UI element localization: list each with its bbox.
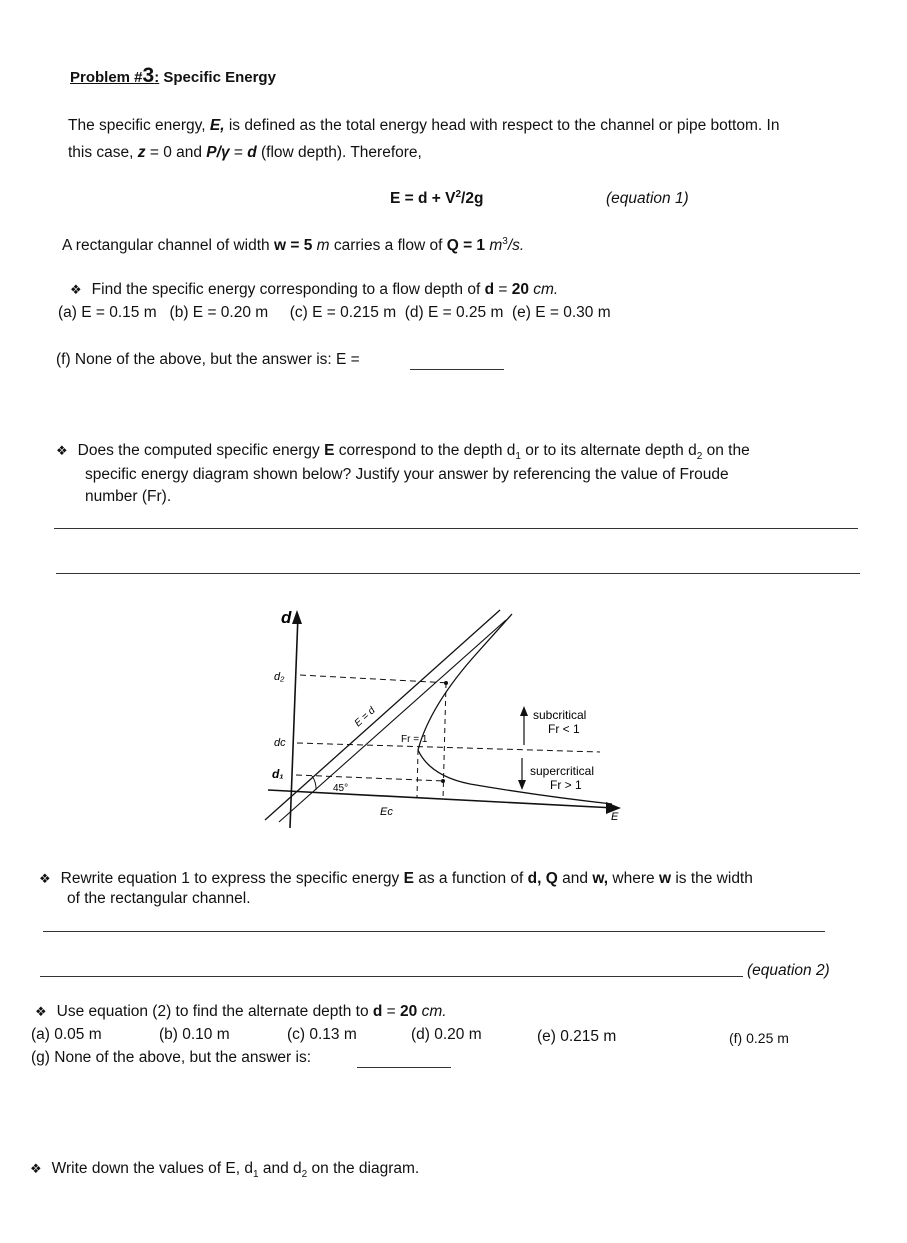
question-1-options: (a) E = 0.15 m (b) E = 0.20 m (c) E = 0.215 m (d) E = 0.25 m (e) E = 0.30 m — [58, 304, 611, 321]
x-axis-label: E — [611, 811, 619, 823]
bullet-icon: ❖ — [35, 1004, 47, 1019]
answer-line-2b[interactable] — [56, 573, 860, 574]
intro-line-2: this case, z = 0 and P/γ = d (flow depth). Therefore, — [68, 144, 422, 161]
bullet-icon: ❖ — [56, 443, 68, 458]
question-2-line-1: ❖ Does the computed specific energy E correspond to the depth $d_1$ or to its alternate depth $d_2$ on the — [56, 442, 750, 463]
option-a: (a) 0.05 m — [31, 1026, 102, 1043]
equation-1-label: (equation 1) — [606, 190, 689, 207]
subcritical-froude: Fr < 1 — [548, 722, 580, 736]
answer-blank-1[interactable] — [410, 369, 504, 370]
d2-label: d₂ — [274, 671, 285, 683]
answer-line-3a[interactable] — [43, 931, 825, 932]
e-equals-d-line-2 — [279, 620, 506, 822]
problem-name: Specific Energy — [163, 69, 276, 86]
supercritical-label: supercritical — [530, 764, 595, 778]
e-equals-d-line — [265, 610, 500, 820]
question-1-none-option: (f) None of the above, but the answer is: E = — [56, 351, 360, 368]
d1-label: d₁ — [272, 767, 284, 781]
question-3-line-2: of the rectangular channel. — [67, 890, 251, 907]
bullet-icon: ❖ — [30, 1161, 42, 1176]
equation-1: $E = d + V^2/2g$ — [390, 189, 484, 208]
bullet-icon: ❖ — [39, 871, 51, 886]
option-b: (b) 0.10 m — [159, 1026, 230, 1043]
problem-number: Problem #3: — [70, 64, 160, 87]
problem-title — [70, 64, 276, 88]
dc-label: dc — [274, 737, 286, 749]
option-c: (c) 0.13 m — [287, 1026, 357, 1043]
intro-line-1: The specific energy, E, is defined as the total energy head with respect to the channel or pipe bottom. In — [68, 117, 780, 134]
question-2-line-2: specific energy diagram shown below? Justify your answer by referencing the value of Froude — [85, 466, 729, 483]
channel-statement: A rectangular channel of width w = 5 m carries a flow of Q = 1 $m^3/s$. — [62, 236, 525, 255]
answer-blank-4[interactable] — [357, 1067, 451, 1068]
option-e: (e) 0.215 m — [537, 1028, 617, 1045]
froude-one-label: Fr = 1 — [401, 734, 428, 745]
y-axis-label: d — [281, 608, 292, 627]
answer-line-2a[interactable] — [54, 528, 858, 529]
option-g: (g) None of the above, but the answer is: — [31, 1049, 312, 1066]
question-4-prompt: ❖ Use equation (2) to find the alternate depth to d = 20 cm. — [35, 1003, 447, 1020]
subcritical-label: subcritical — [533, 708, 587, 722]
x-axis — [268, 790, 615, 808]
option-d: (d) 0.20 m — [411, 1026, 482, 1043]
question-1-prompt: ❖ Find the specific energy corresponding to a flow depth of d = 20 cm. — [70, 281, 559, 298]
question-2-line-3: number (Fr). — [85, 488, 172, 505]
answer-line-3b[interactable] — [40, 976, 743, 977]
equation-2-label: (equation 2) — [747, 962, 830, 979]
question-3-line-1: ❖ Rewrite equation 1 to express the specific energy E as a function of d, Q and w, where w is the width — [39, 870, 753, 887]
question-5-prompt: ❖ Write down the values of E, $d_1$ and $d_2$ on the diagram. — [30, 1160, 420, 1181]
y-axis-arrow — [292, 610, 302, 624]
ec-label: Ec — [380, 806, 393, 818]
e-equals-d-label: E = d — [352, 705, 378, 730]
supercritical-froude: Fr > 1 — [550, 778, 582, 792]
option-f: (f) 0.25 m — [729, 1030, 789, 1046]
bullet-icon: ❖ — [70, 282, 82, 297]
angle-label: 45° — [333, 783, 349, 794]
specific-energy-diagram — [260, 600, 630, 830]
